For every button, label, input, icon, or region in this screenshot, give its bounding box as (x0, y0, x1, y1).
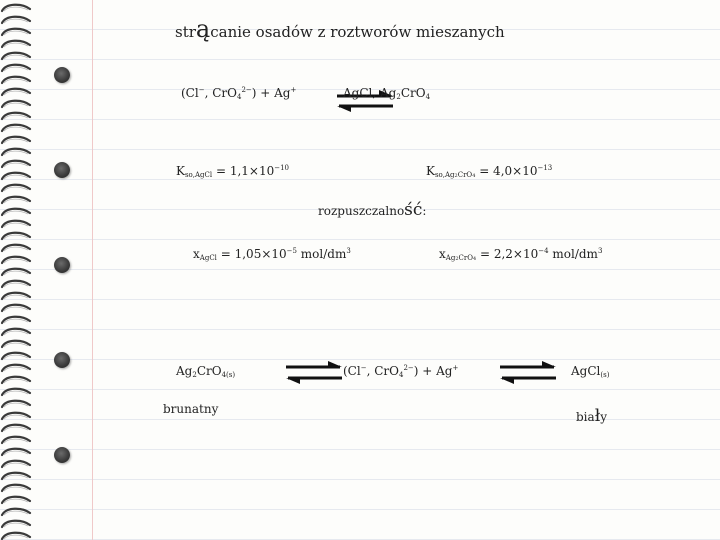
ksp-ag2cro4: $K_{so,Ag2CrO4} = 4,0\times 10^{-13}$ (426, 164, 553, 179)
reaction2-ions: (Cl−, CrO$_4^{2-}$) + Ag+ (343, 364, 459, 379)
equilibrium-arrow-icon (496, 358, 560, 388)
reaction1-reactants: (Cl−, CrO$_4^{2-}$) + Ag+ (181, 86, 297, 101)
reaction1-products: AgCl, $Ag_2CrO_4$ (343, 86, 431, 101)
reaction2-left-solid: $Ag_2CrO_{4(s)}$ (176, 364, 236, 379)
binder-hole (54, 352, 70, 368)
ksp-agcl: $K_{so,AgCl} = 1,1\times 10^{-10}$ (176, 164, 290, 179)
solubility-ag2cro4: $x_{Ag2CrO4} = 2,2\times 10^{-4}$ mol/$dm^3$ (439, 247, 603, 262)
color-label-brown: brunatny (163, 402, 219, 416)
binder-hole (54, 67, 70, 83)
reaction2-right-solid: AgCl$_{(s)}$ (571, 364, 610, 379)
spiral-coil-icon (0, 0, 34, 540)
solubility-label: rozpuszczalność: (318, 200, 427, 220)
solubility-agcl: $x_{AgCl} = 1,05\times 10^{-5}$ mol/$dm^3$ (193, 247, 351, 262)
binder-hole (54, 162, 70, 178)
color-label-white: biały (576, 406, 607, 426)
binder-hole (54, 257, 70, 273)
binder-hole (54, 447, 70, 463)
margin-line (92, 0, 93, 540)
page-title: strącanie osadów z roztworów mieszanych (175, 15, 505, 43)
equilibrium-arrow-icon (282, 358, 346, 388)
